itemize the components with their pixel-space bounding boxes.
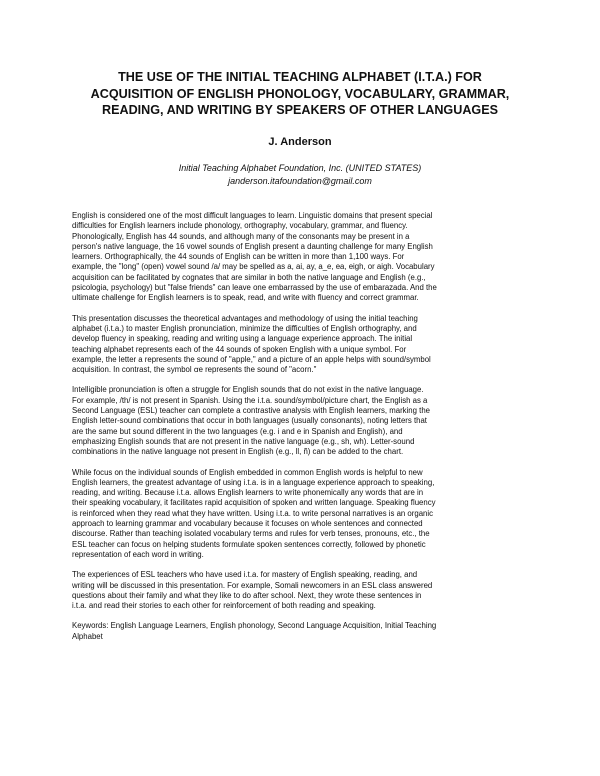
text-line: The experiences of ESL teachers who have used i.t.a. for mastery of English speaking, reading, and xyxy=(72,570,418,580)
text-line: ultimate challenge for English learners is to speak, read, and write with fluency and correct grammar. xyxy=(72,293,419,303)
text-line: difficulties for English learners include phonology, orthography, vocabulary, grammar, and fluency. xyxy=(72,221,408,231)
text-line: i.t.a. and read their stories to each other for reinforcement of both reading and speaking. xyxy=(72,601,376,611)
text-line: learners. Orthographically, the 44 sounds of English can be written in more than 1,100 ways. For xyxy=(72,252,405,262)
text-line: alphabet (i.t.a.) to master English pronunciation, minimize the difficulties of English orthography, and xyxy=(72,323,417,333)
text-line: combinations in the native language not present in English (e.g., ll, ñ) can be added to the chart. xyxy=(72,447,404,457)
keywords-line: Keywords: English Language Learners, English phonology, Second Language Acquisition, Initial Teaching xyxy=(72,621,437,631)
text-line: psicologia, psychology) but "false friends" can leave one embarrassed by the use of embarazada. And the xyxy=(72,283,437,293)
text-line: their speaking vocabulary, it facilitates rapid acquisition of spoken and written language. Speaking fluency xyxy=(72,498,436,508)
title-line: ACQUISITION OF ENGLISH PHONOLOGY, VOCABULARY, GRAMMAR, xyxy=(90,86,510,101)
abstract-paragraph xyxy=(72,385,534,457)
text-line: ESL teacher can focus on helping students formulate spoken sentences correctly, followed by phonetic xyxy=(72,539,426,549)
text-line: discourse. Rather than teaching isolated vocabulary terms and rules for verb tenses, pronouns, etc., the xyxy=(72,529,430,539)
text-line: Phonologically, English has 44 sounds, and although many of the consonants may be present in a xyxy=(72,231,410,241)
paper-title xyxy=(40,69,560,119)
text-line: example, the letter a represents the sound of "apple," and a picture of an apple helps with sound/symbol xyxy=(72,354,431,364)
text-line: reading, and writing. Because i.t.a. allows English learners to write phonemically any words that are in xyxy=(72,488,424,498)
text-line: is reinforced when they read what they have written. Using i.t.a. to write personal narratives is an organic xyxy=(72,508,434,518)
text-line: acquisition. In contrast, the symbol ꭤe represents the sound of "acorn." xyxy=(72,365,317,375)
affiliation: Initial Teaching Alphabet Foundation, Inc. (UNITED STATES) xyxy=(178,163,422,173)
abstract-paragraph xyxy=(72,314,534,376)
abstract-paragraph xyxy=(72,468,534,561)
text-line: are the same but sound different in the two languages (e.g. i and e in Spanish and English), and xyxy=(72,426,403,436)
text-line: English letter-sound combinations that occur in both languages (usually consonants), noting letters that xyxy=(72,416,427,426)
text-line: Second Language (ESL) teacher can complete a contrastive analysis with English learners, marking the xyxy=(72,406,430,416)
text-line: teaching alphabet represents each of the 44 sounds of spoken English with a unique symbol. For xyxy=(72,344,407,354)
text-line: develop fluency in speaking, reading and writing using a language experience approach. The initial xyxy=(72,334,413,344)
text-line: For example, /th/ is not present in Spanish. Using the i.t.a. sound/symbol/picture chart, the English as a xyxy=(72,395,428,405)
text-line: acquisition can be facilitated by cognates that are similar in both the native language and English (e.g., xyxy=(72,272,426,282)
text-line: Intelligible pronunciation is often a struggle for English sounds that do not exist in the native language. xyxy=(72,385,424,395)
title-line: THE USE OF THE INITIAL TEACHING ALPHABET (I.T.A.) FOR xyxy=(118,70,482,84)
title-line: READING, AND WRITING BY SPEAKERS OF OTHER LANGUAGES xyxy=(101,103,499,117)
keywords-line: Alphabet xyxy=(72,631,103,641)
text-line: approach to learning grammar and vocabulary because it focuses on whole sentences and connected xyxy=(72,519,423,529)
text-line: person's native language, the 16 vowel sounds of English present a daunting challenge for many English xyxy=(72,241,433,251)
text-line: example, the "long" (open) vowel sound /a/ may be spelled as a, ai, ay, a_e, ea, eigh, or aigh. Vocabulary xyxy=(72,262,435,272)
text-line: This presentation discusses the theoretical advantages and methodology of using the initial teaching xyxy=(72,313,418,323)
keywords xyxy=(72,621,534,642)
text-line: representation of each word in writing. xyxy=(72,549,204,559)
text-line: English is considered one of the most difficult languages to learn. Linguistic domains that present special xyxy=(72,211,433,220)
text-line: emphasizing English sounds that are not present in the native language (e.g., sh, wh). Letter-sound xyxy=(72,436,415,446)
text-line: While focus on the individual sounds of English embedded in common English words is helpful to new xyxy=(72,467,423,477)
affiliation-block xyxy=(0,162,600,187)
abstract xyxy=(72,211,534,642)
text-line: writing will be discussed in this presentation. For example, Somali newcomers in an ESL class answered xyxy=(72,580,433,590)
abstract-paragraph xyxy=(72,570,534,611)
abstract-paragraph xyxy=(72,211,534,304)
author-name: J. Anderson xyxy=(268,136,332,148)
author-email: janderson.itafoundation@gmail.com xyxy=(228,175,372,186)
text-line: questions about their family and what they like to do after school. Next, they wrote these sentences in xyxy=(72,590,422,600)
text-line: English learners, the greatest advantage of using i.t.a. is in a language experience approach to speaking, xyxy=(72,477,435,487)
